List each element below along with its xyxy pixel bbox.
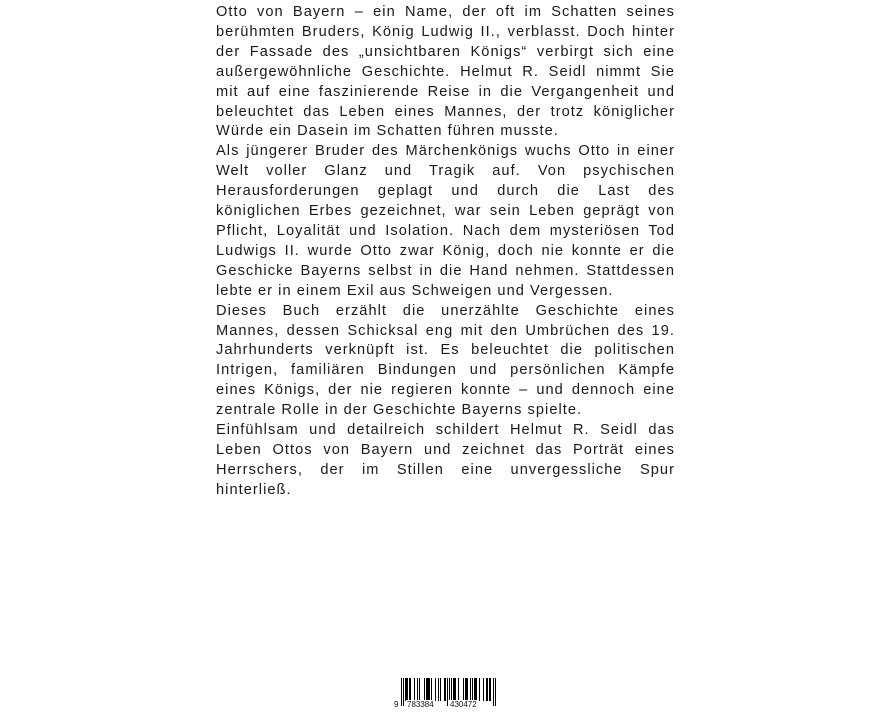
- blurb-paragraph-2: Als jüngerer Bruder des Märchenkönigs wuchs Otto in einer Welt voller Glanz und Tragik auf. Von psychischen Herausforderungen geplagt und durch die Last des königlichen Erbes gezeichnet, war sein Leben geprägt von Pflicht, Loyalität und Isolation. Nach dem mysteriösen Tod Ludwigs II. wurde Otto zwar König, doch nie konnte er die Geschicke Bayerns selbst in die Hand nehmen. Stattdessen lebte er in einem Exil aus Schweigen und Vergessen.: [216, 143, 675, 299]
- barcode-bar: [424, 678, 425, 701]
- barcode-bar: [410, 678, 411, 701]
- barcode-right-group: 430472: [450, 700, 477, 709]
- barcode-bar: [474, 678, 475, 701]
- barcode-bar: [472, 678, 473, 701]
- barcode-bar: [405, 678, 406, 701]
- barcode-bar: [483, 678, 484, 701]
- blurb-paragraph-4: Einfühlsam und detailreich schildert Helmut R. Seidl das Leben Ottos von Bayern und zeichnet das Porträt eines Herrschers, der im Stillen eine unvergessliche Spur hinterließ.: [216, 422, 675, 498]
- barcode-bar: [487, 678, 488, 701]
- barcode-first-digit: 9: [394, 700, 399, 709]
- barcode-bar: [440, 678, 441, 701]
- barcode-bar: [455, 678, 456, 701]
- barcode-bar: [429, 678, 430, 701]
- barcode-bar: [438, 678, 439, 701]
- barcode-bar: [445, 678, 446, 701]
- barcode-bar: [467, 678, 468, 701]
- barcode-bar: [476, 678, 477, 701]
- barcode-bar: [454, 678, 455, 701]
- barcode-bar: [406, 678, 407, 701]
- barcode-bar: [489, 678, 490, 701]
- barcode-bar: [490, 678, 491, 701]
- barcode-bar: [465, 678, 466, 701]
- isbn-barcode: [393, 678, 497, 710]
- barcode-bar: [431, 678, 432, 701]
- barcode-bar: [458, 678, 459, 701]
- barcode-bar: [407, 678, 408, 701]
- barcode-bar: [486, 678, 487, 701]
- barcode-bar: [414, 678, 415, 701]
- barcode-bar: [466, 678, 467, 701]
- barcode-left-group: 783384: [407, 700, 434, 709]
- barcode-bar: [426, 678, 427, 701]
- barcode-digits: [393, 700, 497, 710]
- barcode-bar: [428, 678, 429, 701]
- blurb-paragraph-3: Dieses Buch erzählt die unerzählte Geschichte eines Mannes, dessen Schicksal eng mit den Umbrüchen des 19. Jahrhunderts verknüpft ist. Es beleuchtet die politischen Intrigen, familiären Bindungen und persönlichen Kämpfe eines Königs, der nie regieren konnte – und dennoch eine zentrale Rolle in der Geschichte Bayerns spielte.: [216, 302, 675, 419]
- barcode-bar: [453, 678, 454, 701]
- barcode-bar: [479, 678, 480, 701]
- barcode-bar: [470, 678, 471, 701]
- back-cover-blurb: [216, 3, 675, 501]
- barcode-bar: [444, 678, 445, 701]
- barcode-bar: [417, 678, 418, 701]
- barcode-bar: [419, 678, 420, 701]
- barcode-bar: [435, 678, 436, 701]
- blurb-paragraph-1: Otto von Bayern – ein Name, der oft im Schatten seines berühmten Bruders, König Ludwig II., verblasst. Doch hinter der Fassade des „unsichtbaren Königs“ verbirgt sich eine außergewöhnliche Geschichte. Helmut R. Seidl nimmt Sie mit auf eine faszinierende Reise in die Vergangenheit und beleuchtet das Leben eines Mannes, der trotz königlicher Würde ein Dasein im Schatten führen musste.: [216, 4, 675, 140]
- barcode-bar: [451, 678, 452, 701]
- barcode-bar: [409, 678, 410, 701]
- barcode-bar: [427, 678, 428, 701]
- barcode-bar: [475, 678, 476, 701]
- barcode-bar: [463, 678, 464, 701]
